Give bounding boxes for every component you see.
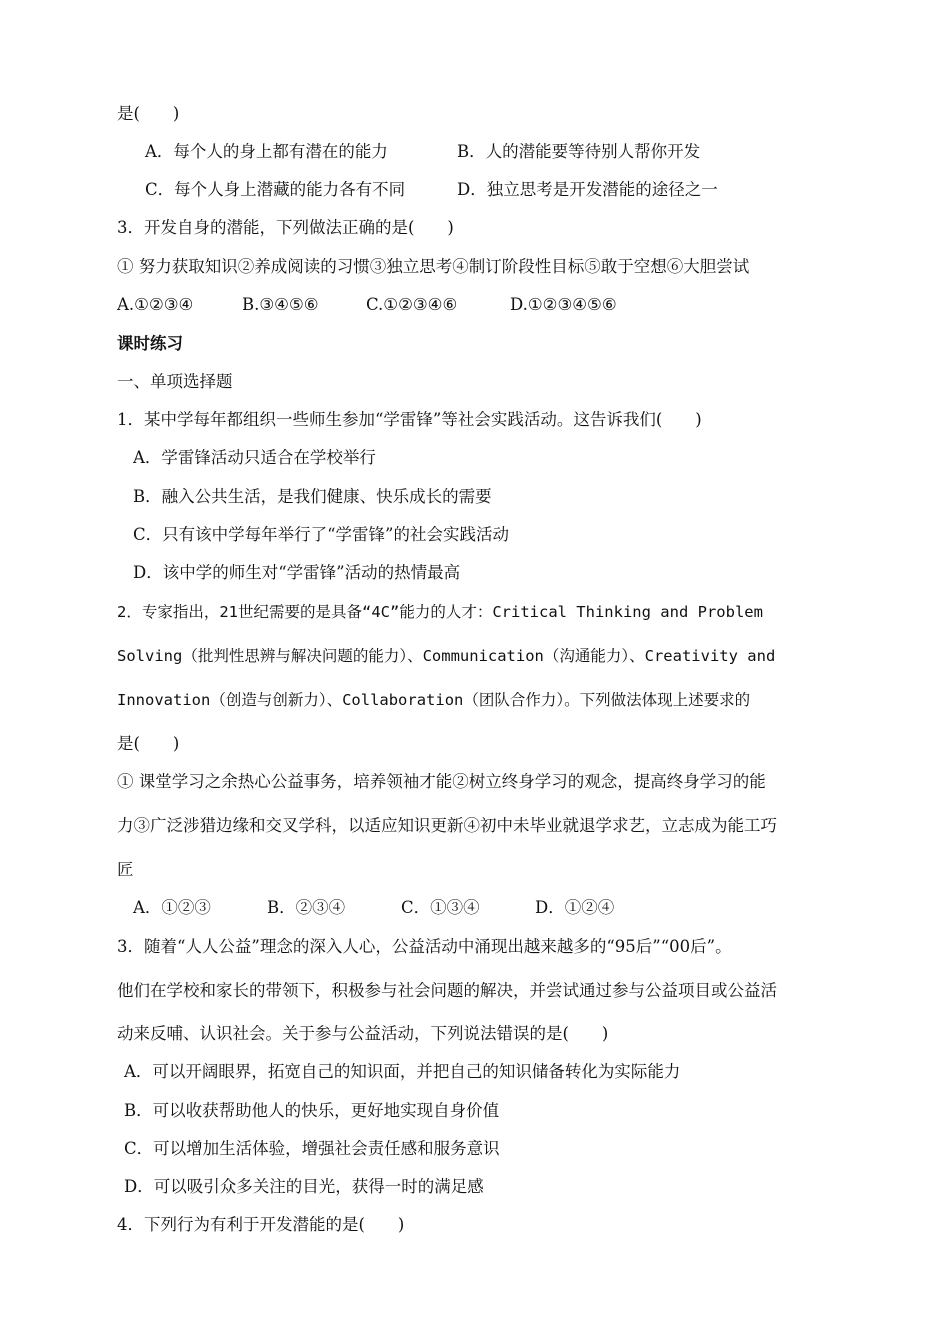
intro-q3-option-b: B.③④⑤⑥ (242, 295, 319, 314)
q3-line-3: 动来反哺、认识社会。关于参与公益活动，下列说法错误的是( ) (117, 1024, 609, 1043)
intro-q3-option-d: D.①②③④⑤⑥ (510, 295, 617, 314)
q4-stem: 4．下列行为有利于开发潜能的是( ) (117, 1215, 405, 1234)
q1-stem: 1．某中学每年都组织一些师生参加“学雷锋”等社会实践活动。这告诉我们( ) (117, 410, 702, 429)
section-title: 课时练习 (117, 334, 183, 353)
q2-item-line-2: 力③广泛涉猎边缘和交叉学科，以适应知识更新④初中未毕业就退学求艺，立志成为能工巧 (117, 816, 777, 835)
prev-option-b: B．人的潜能要等待别人帮你开发 (457, 142, 701, 161)
q3-option-a: A．可以开阔眼界，拓宽自己的知识面，并把自己的知识储备转化为实际能力 (124, 1062, 681, 1081)
intro-q3-stem: 3．开发自身的潜能，下列做法正确的是( ) (117, 218, 454, 237)
q3-option-d: D．可以吸引众多关注的目光，获得一时的满足感 (124, 1177, 484, 1196)
intro-q3-items: ① 努力获取知识②养成阅读的习惯③独立思考④制订阶段性目标⑤敢于空想⑥大胆尝试 (117, 257, 750, 276)
q2-option-d: D．①②④ (535, 898, 615, 917)
prev-option-d: D．独立思考是开发潜能的途径之一 (457, 180, 718, 199)
q2-option-a: A．①②③ (133, 898, 211, 917)
section-subtitle: 一、单项选择题 (117, 372, 233, 391)
q2-item-line-3: 匠 (117, 860, 134, 879)
q2-option-b: B．②③④ (267, 898, 346, 917)
prev-question-tail: 是( ) (117, 104, 180, 123)
q1-option-c: C．只有该中学每年举行了“学雷锋”的社会实践活动 (133, 525, 509, 544)
q1-option-b: B．融入公共生活，是我们健康、快乐成长的需要 (133, 487, 492, 506)
prev-option-c: C．每个人身上潜藏的能力各有不同 (145, 180, 406, 199)
q3-option-b: B．可以收获帮助他人的快乐，更好地实现自身价值 (124, 1101, 500, 1120)
q3-line-1: 3．随着“人人公益”理念的深入人心，公益活动中涌现出越来越多的“95后”“00后”。 (117, 937, 732, 956)
q3-line-2: 他们在学校和家长的带领下，积极参与社会问题的解决，并尝试通过参与公益项目或公益活 (117, 981, 777, 1000)
q2-line-3: Innovation（创造与创新力）、Collaboration（团队合作力）。下列做法体现上述要求的 (117, 691, 751, 709)
q2-line-2: Solving（批判性思辨与解决问题的能力）、Communication（沟通能力）、Creativity and (117, 647, 776, 665)
q2-option-c: C．①③④ (401, 898, 480, 917)
intro-q3-option-a: A.①②③④ (117, 295, 194, 314)
prev-option-a: A．每个人的身上都有潜在的能力 (145, 142, 388, 161)
q1-option-d: D．该中学的师生对“学雷锋”活动的热情最高 (133, 563, 461, 582)
q2-line-4: 是( ) (117, 734, 180, 753)
q1-option-a: A．学雷锋活动只适合在学校举行 (133, 448, 376, 467)
q2-item-line-1: ① 课堂学习之余热心公益事务，培养领袖才能②树立终身学习的观念，提高终身学习的能 (117, 772, 766, 791)
q2-line-1: 2．专家指出，21世纪需要的是具备“4C”能力的人才：Critical Thinking and Problem (117, 603, 763, 621)
q3-option-c: C．可以增加生活体验，增强社会责任感和服务意识 (124, 1139, 500, 1158)
intro-q3-option-c: C.①②③④⑥ (366, 295, 458, 314)
